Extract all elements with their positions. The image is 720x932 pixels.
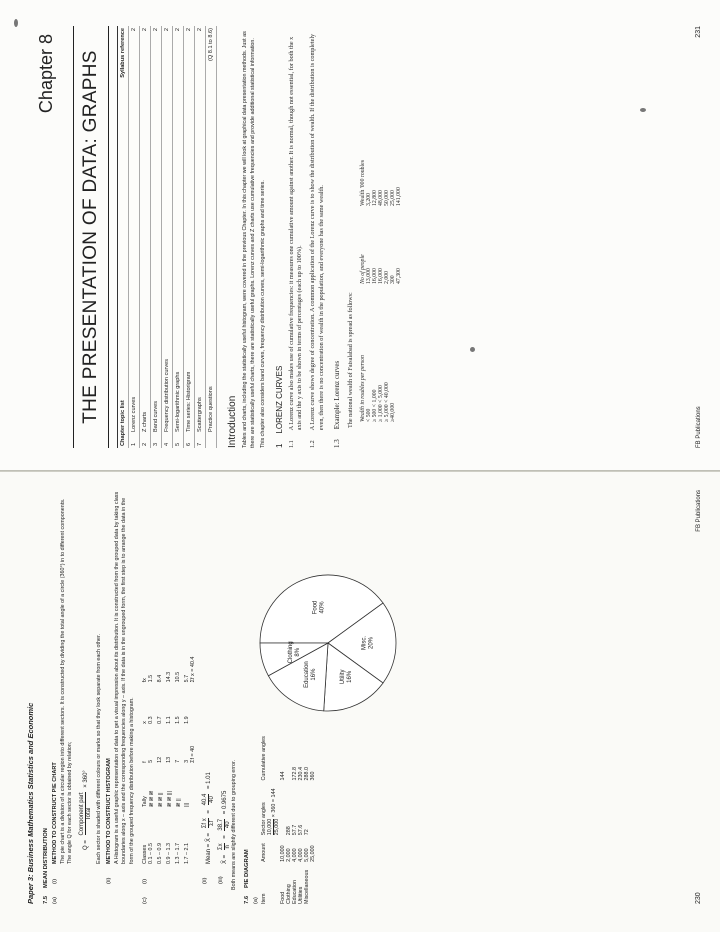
header-cell: Wealth in roubles per person <box>359 355 366 422</box>
wealth-header <box>360 132 366 426</box>
formula-denominator: Total <box>86 807 93 821</box>
wealth-row-cell: 141,000 <box>395 187 402 206</box>
syllabus-ref-header: Syllabus reference <box>118 26 129 90</box>
formula-denominator: Σf <box>208 820 215 826</box>
formula-numerator: 10,000 <box>266 818 273 836</box>
topic-row-cell: (Q 8.1 to 8.6) <box>206 26 217 90</box>
pie-table-row-cell: 144 <box>279 771 286 781</box>
wealth-row <box>396 132 402 426</box>
tally-row-cell: 0.1 – 0.5 <box>147 843 154 864</box>
mean-lhs: X̄ = <box>221 854 228 864</box>
pie-slice-label: Education <box>304 661 311 689</box>
header-cell: Item <box>260 893 267 904</box>
tally-row-cell: 𝍸 𝍸 || <box>157 792 164 808</box>
topic-row-cell: Semi-logarithmic graphs <box>173 90 184 434</box>
section-7-6 <box>244 490 250 904</box>
formula-denominator: n <box>224 845 231 849</box>
topic-row-cell: 2 <box>162 26 173 90</box>
sub-label: (i) <box>141 878 148 884</box>
wealth-row-cell: 47,300 <box>395 268 402 284</box>
topic-row-cell: 2 <box>151 26 162 90</box>
sector-formula <box>267 780 280 835</box>
sum-fx: Σf x = 40.4 <box>189 656 196 683</box>
header-cell: Sector angles <box>260 802 267 836</box>
formula-numerator: 40.4 <box>201 793 208 806</box>
wealth-row-cell: ≥ 1,000 < 5,000 <box>377 385 384 422</box>
q-formula <box>79 490 92 850</box>
sub-label: (ii) <box>201 877 208 884</box>
item-label: (a) <box>253 897 260 904</box>
header-cell: Cumulative angles <box>260 736 267 781</box>
tally-row-cell: 𝍸 || <box>175 798 182 808</box>
section-number: 1 <box>274 443 284 448</box>
header-cell: Wealth '000 roubles <box>359 160 366 206</box>
item-label: (c) <box>141 897 148 904</box>
example-heading <box>333 26 343 448</box>
intro-paragraph-1: Tables and charts, including the statistically useful histogram, were covered in the previous Chapter. In this chapter we will look at graphical data presentation methods. Just as there are statistically useful charts, there are statistically useful graphs. Lorenz curves and Z charts use cumulative frequencies and provide additional statistical information. <box>242 31 256 448</box>
topic-row-cell: Practice questions <box>206 90 217 434</box>
topic-row-cell: 2 <box>129 26 140 90</box>
method-title: METHOD TO CONSTRUCT PIE CHART <box>52 762 58 864</box>
left-publisher: FB Publications <box>696 490 702 532</box>
pie-slice-label: Clothing <box>287 641 294 664</box>
pie-method <box>52 490 103 904</box>
example-intro: The national wealth of Faisalabad is spread as follows: <box>347 292 355 428</box>
chapter-title: THE PRESENTATION OF DATA: GRAPHS <box>73 26 109 448</box>
intro-heading: Introduction <box>227 395 238 448</box>
topic-row-cell <box>206 434 217 448</box>
topic-row-cell: 3 <box>151 434 162 448</box>
pie-table-row-cell: 230.4 <box>297 766 304 781</box>
pie-table-row-cell <box>310 780 316 835</box>
pie-slice-label: Food <box>312 600 319 615</box>
left-folio: 230 <box>695 892 702 904</box>
paragraph-1-2 <box>309 26 326 448</box>
topic-row-cell: Z charts <box>140 90 151 434</box>
pie-table-row <box>310 728 316 904</box>
scan-speck <box>14 19 18 27</box>
wealth-row-cell: 16,000 <box>371 268 378 284</box>
topic-row-cell: Frequency distribution curves <box>162 90 173 434</box>
tally-row-cell: 0.9 – 1.3 <box>165 843 172 864</box>
mean-ungrouped <box>218 490 231 904</box>
topic-row <box>162 26 173 448</box>
tally-row <box>166 651 175 864</box>
sum-f: Σf = 40 <box>189 745 196 763</box>
topic-row <box>129 26 140 448</box>
formula-denominator: 40 <box>224 821 231 829</box>
topic-row-cell: Band curves <box>151 90 162 434</box>
method-title: METHOD TO CONSTRUCT HISTOGRAM <box>106 758 113 864</box>
topic-row <box>140 26 151 448</box>
formula-numerator: Component part <box>79 792 86 836</box>
formula-tail: × 360° <box>83 770 90 788</box>
equals: = <box>205 810 212 814</box>
header-cell: x <box>141 721 148 724</box>
wealth-row-cell: 25,000 <box>389 190 396 206</box>
section-7-5 <box>43 490 49 904</box>
pie-table-row-cell: 57.7 <box>291 824 298 836</box>
tally-row-cell: 0.3 <box>147 716 154 724</box>
tally-row-cell: 8.4 <box>156 674 163 683</box>
tally-row <box>148 651 157 864</box>
mean-grouped <box>202 490 215 904</box>
tally-row-cell: 𝍸 𝍸 ||| <box>166 791 173 808</box>
formula-denominator: 25,000 <box>273 818 280 836</box>
topic-row-cell: 2 <box>173 26 184 90</box>
pie-table-row-cell: 172.8 <box>291 766 298 781</box>
topic-row-cell: 5 <box>173 434 184 448</box>
paragraph-1-1 <box>288 26 305 448</box>
left-page <box>0 470 720 932</box>
wealth-row-cell: 300 <box>389 275 396 284</box>
pie-block <box>253 490 403 904</box>
tally-row-cell: 13 <box>165 756 172 763</box>
pie-table-row-cell: Miscellaneous <box>303 869 310 904</box>
wealth-table <box>360 132 402 426</box>
header-cell: Tally <box>141 796 148 808</box>
pie-table-row-cell <box>310 862 316 904</box>
histogram-method <box>106 490 135 904</box>
header-cell: fx <box>141 678 148 683</box>
topic-row-cell: 2 <box>184 26 195 90</box>
equals: = <box>221 835 228 839</box>
pie-table-row-cell: 4,000 <box>291 848 298 862</box>
spacer <box>218 890 231 904</box>
pie-table-row-cell: 10,000 <box>279 845 286 862</box>
item-label: (a) <box>52 896 58 904</box>
tally-row-cell: 0.5 – 0.9 <box>156 843 163 864</box>
topic-row-cell: 1 <box>129 434 140 448</box>
wealth-row-cell: ≥ 500 < 1,000 <box>371 389 378 422</box>
scan-speck <box>640 108 646 112</box>
formula-numerator: 38.7 <box>217 818 224 831</box>
tally-row-cell: 1.7 – 2.1 <box>183 843 190 864</box>
pie-table-row-cell: 360 <box>309 771 316 781</box>
wealth-row-cell: 13,000 <box>365 268 372 284</box>
tally-row-cell: 10.5 <box>174 671 181 683</box>
tally-row-cell: 1.3 – 1.7 <box>174 843 181 864</box>
section-title: PIE DIAGRAM <box>244 849 251 888</box>
pie-data-table <box>261 728 316 904</box>
pie-angle-text: The angle Q for each sector is obtained by relation; <box>66 741 73 864</box>
mean-formula <box>202 772 215 864</box>
topic-list-title: Chapter topic list <box>118 90 129 448</box>
pie-slice-percent: 40% <box>319 601 326 614</box>
topic-row <box>184 26 195 448</box>
pie-table-row-cell: 5,000 <box>303 848 310 862</box>
tally-row-cell: 5 <box>147 759 154 763</box>
scan-speck <box>470 347 475 352</box>
wealth-row-cell <box>396 288 402 426</box>
header-cell: Amount <box>260 843 267 862</box>
pie-table-row-cell: 72 <box>303 829 310 836</box>
running-head: Paper 3: Business Mathematics Statistics and Economic <box>26 702 35 904</box>
topic-row <box>151 26 162 448</box>
pie-table-row-cell: Utilities <box>297 886 304 904</box>
tally-row-cell: ||| <box>183 802 190 808</box>
topic-row <box>195 26 206 448</box>
right-publisher: FB Publications <box>696 406 702 448</box>
topic-list-header <box>118 26 129 448</box>
mean-formula <box>218 791 231 864</box>
paragraph-number: 1.1 <box>287 440 295 448</box>
sub-label: (ii) <box>106 877 113 884</box>
pie-slice-label: Utility <box>340 669 347 685</box>
tally-row-cell: 𝍸 𝍸 𝍸 <box>148 790 155 808</box>
topic-row <box>173 26 184 448</box>
topic-row-cell: 4 <box>162 434 173 448</box>
mean-result: = 0.9675 <box>221 790 228 815</box>
wealth-row-cell: 3,200 <box>365 192 372 206</box>
pie-table-row-cell: Clothing <box>285 884 292 904</box>
section-number: 7.5 <box>43 895 49 904</box>
pie-slice-label: Misc. <box>361 636 368 651</box>
tally-row-cell: 1.5 <box>147 674 154 683</box>
pie-slice-percent: 8% <box>294 648 301 657</box>
tally-row-cell: 7 <box>174 759 181 763</box>
section-number: 7.6 <box>244 895 251 904</box>
intro-paragraph-2: This chapter also considers band curves, frequency distribution curves, semi-logarithmic graphs and time series. <box>260 180 267 448</box>
tally-totals <box>190 651 196 864</box>
mean-lhs: Mean = X̄ = <box>205 832 212 864</box>
topic-row-cell: 2 <box>195 26 206 90</box>
right-folio: 231 <box>695 26 702 38</box>
tally-row-cell: 3 <box>183 759 190 763</box>
section-title: LORENZ CURVES <box>274 365 284 434</box>
wealth-row-cell: < 500 <box>365 408 372 422</box>
pie-method-text: The pie chart is a division of a circular region into different sectors. It is constructed by dividing the total angle of a circle (360°) in to different components. <box>59 498 66 864</box>
formula-tail: × 360 = 144 <box>270 788 277 818</box>
topic-row-cell: 2 <box>140 26 151 90</box>
topic-row-cell: 6 <box>184 434 195 448</box>
paragraph-number: 1.2 <box>309 440 317 448</box>
wealth-row-cell: 50,000 <box>383 190 390 206</box>
wealth-row-cell: 16,000 <box>377 268 384 284</box>
wealth-row-cell: ≥40,000 <box>389 402 396 422</box>
formula-denominator: 40 <box>208 796 215 803</box>
pie-slice-percent: 16% <box>347 670 354 683</box>
paragraph-number: 1.3 <box>333 439 342 448</box>
topic-row-cell: Time series: Historigram <box>184 90 195 434</box>
section-title: MEAN DISTRIBUTION <box>43 828 49 888</box>
tally-row-cell: 12 <box>156 756 163 763</box>
histogram-text: A Histogram is a useful graphic representation of data to get a visual impression about its distribution. It is constructed from the grouped data by taking class boundaries along x – axis and the corresponding frequencies along y – axis. If the data is in the ungrouped form, the first step is to arrange the data in the form of the grouped frequency distribution before making a histogram. <box>113 491 135 864</box>
mean-result: = 1.01 <box>205 772 212 790</box>
tally-row <box>175 651 184 864</box>
header-cell: No of people <box>359 254 366 284</box>
tally-row-cell: 1.5 <box>174 716 181 724</box>
formula-numerator: Σx <box>217 843 224 851</box>
topic-list-table <box>117 26 217 448</box>
tally-table <box>142 651 196 864</box>
section-1-heading <box>275 26 284 448</box>
topic-row <box>206 26 217 448</box>
tally-row-cell: 1.9 <box>183 716 190 724</box>
header-cell: Classes <box>141 844 148 864</box>
pie-table-row-cell: 25,000 <box>309 845 316 862</box>
spacer <box>202 890 215 904</box>
sub-label: (iii) <box>217 876 224 884</box>
wealth-row-cell: 48,000 <box>377 190 384 206</box>
wealth-row-cell: ≥ 5,000 < 40,000 <box>383 382 390 422</box>
pie-shade-text: Each sector is shaded with different colours or marks so that they look separate from each other. <box>96 633 103 864</box>
topic-row-cell: Scattergraphs <box>195 90 206 434</box>
pie-slice-percent: 20% <box>368 637 375 650</box>
tally-row-cell: 1.1 <box>165 716 172 724</box>
pie-table-row-cell: 288 <box>285 826 292 836</box>
pie-table-row-cell: 4,000 <box>297 848 304 862</box>
pie-table-row-cell: 288.0 <box>303 766 310 781</box>
pie-slice-percent: 16% <box>311 668 318 681</box>
pie-chart <box>253 568 403 718</box>
topic-row-cell: Lorenz curves <box>129 90 140 434</box>
topic-row-cell: 7 <box>195 434 206 448</box>
sector-formula-row <box>267 728 280 904</box>
tally-row-cell: 0.7 <box>156 716 163 724</box>
sub-label: (i) <box>52 878 58 884</box>
pie-table-row-cell: Education <box>291 880 298 904</box>
paragraph-text: A Lorenz curve also makes use of cumulative frequencies: it measures one cumulative amount against another. It is normal, though not essential, for both the x axis and the y axis to be shown in terms of percentages (each up to 100%). <box>287 36 304 431</box>
wealth-row-cell: 12,800 <box>371 190 378 206</box>
pie-table-row-cell: 2,000 <box>285 848 292 862</box>
tally-row-cell: 14.3 <box>165 671 172 683</box>
tally-row <box>157 651 166 864</box>
example-title: Example: Lorenz curves <box>333 360 342 430</box>
formula-numerator: Σf x <box>201 818 208 829</box>
tally-section <box>142 490 196 904</box>
spacer <box>106 890 135 904</box>
tally-row-cell: 5.7 <box>183 674 190 683</box>
pie-table-row-cell: Food <box>279 891 286 904</box>
formula-lhs: Q = <box>83 840 90 850</box>
mean-note: Both means are slightly different due to grouping error. <box>230 760 237 890</box>
chapter-number: Chapter 8 <box>36 34 56 114</box>
pie-table-row-cell: 57.6 <box>297 824 304 836</box>
header-cell: f <box>141 761 148 763</box>
topic-row-cell: 2 <box>140 434 151 448</box>
paragraph-text: A Lorenz curve shows degree of concentration. A common application of the Lorenz curve is to show the distribution of wealth. If the distribution is completely even, then there is no concentration of wealth in the population, and everyone has the same wealth. <box>309 33 325 431</box>
wealth-row-cell: 2,000 <box>383 270 390 284</box>
